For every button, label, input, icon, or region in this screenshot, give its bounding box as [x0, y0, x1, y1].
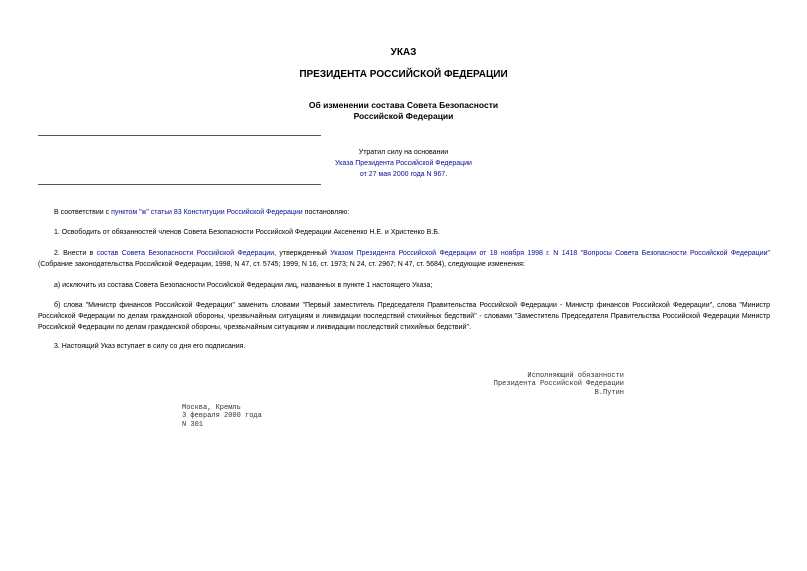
signature-line2: Президента Российской Федерации — [493, 380, 624, 389]
item-1-paragraph: 1. Освободить от обязанностей членов Совета Безопасности Российской Федерации Аксененко Н.Е. и Христенко В.Б. — [54, 229, 440, 236]
signature-line1: Исполняющий обязанности — [527, 372, 624, 380]
signature-line3: В.Путин — [594, 388, 624, 397]
date-line: 3 февраля 2000 года — [182, 412, 262, 421]
divider-bottom — [38, 184, 321, 185]
repeal-note-end: . — [445, 171, 448, 178]
decree-subject-line2: Российской Федерации — [353, 111, 454, 121]
preamble-text-after: постановляю: — [302, 209, 350, 216]
number-line: N 301 — [182, 420, 204, 429]
item-3-paragraph: 3. Настоящий Указ вступает в силу со дня его подписания. — [54, 343, 246, 350]
repeal-note — [300, 147, 507, 180]
council-composition-link[interactable]: состав Совета Безопасности Российской Федерации — [96, 250, 275, 257]
item-2a-paragraph: а) исключить из состава Совета Безопасности Российской Федерации лиц, названных в пункте 1 настоящего Указа; — [54, 282, 433, 289]
item-2-paragraph — [38, 248, 770, 270]
constitution-link[interactable]: пунктом "ж" статьи 83 Конституции Российской Федерации — [111, 209, 303, 216]
preamble-paragraph — [38, 207, 770, 218]
item-2-text2: , утвержденный — [274, 250, 331, 257]
repeal-decree-link[interactable]: Указа Президента Российской Федерации — [335, 160, 472, 167]
item-2-text3: (Собрание законодательства Российской Федерации, 1998, N 47, ст. 5745; 1999, N 16, ст. 1973; N 24, ст. 2967; N 47, ст. 5684), следующие изменения: — [38, 261, 525, 269]
place-line: Москва, Кремль — [182, 404, 241, 412]
decree-title: УКАЗ — [390, 47, 417, 58]
place-date-block — [182, 404, 262, 429]
repeal-note-line1: Утратил силу на основании — [358, 149, 449, 156]
item-2b-paragraph: б) слова "Министр финансов Российской Федерации" заменить словами "Первый заместитель Председателя Правительства Российской Федерации - Министр финансов Российской Федерации", слова "Министр Российской Федерации по делам гражданской обороны, чрезвычайным ситуациям и ликвидации последствий стихийных бедствий" - словами "Заместитель Председателя Правительства Российской Федерации Министр Российской Федерации по делам гражданской обороны, чрезвычайным ситуациям и ликвидации последствий стихийных бедствий". — [38, 302, 770, 332]
decree-1418-link[interactable]: Указом Президента Российской Федерации от 18 ноября 1998 г. N 1418 "Вопросы Совета Безопасности Российской Федерации" — [330, 250, 770, 257]
item-2-text1: 2. Внести в — [54, 250, 97, 257]
preamble-text-before: В соответствии с — [54, 209, 112, 216]
repeal-decree-date-link[interactable]: от 27 мая 2000 года N 967 — [359, 171, 446, 178]
decree-subject-line1: Об изменении состава Совета Безопасности — [308, 100, 499, 110]
divider-top — [38, 135, 321, 136]
decree-issuer: ПРЕЗИДЕНТА РОССИЙСКОЙ ФЕДЕРАЦИИ — [299, 69, 508, 80]
decree-subject — [0, 100, 807, 122]
signature-block — [440, 372, 624, 397]
